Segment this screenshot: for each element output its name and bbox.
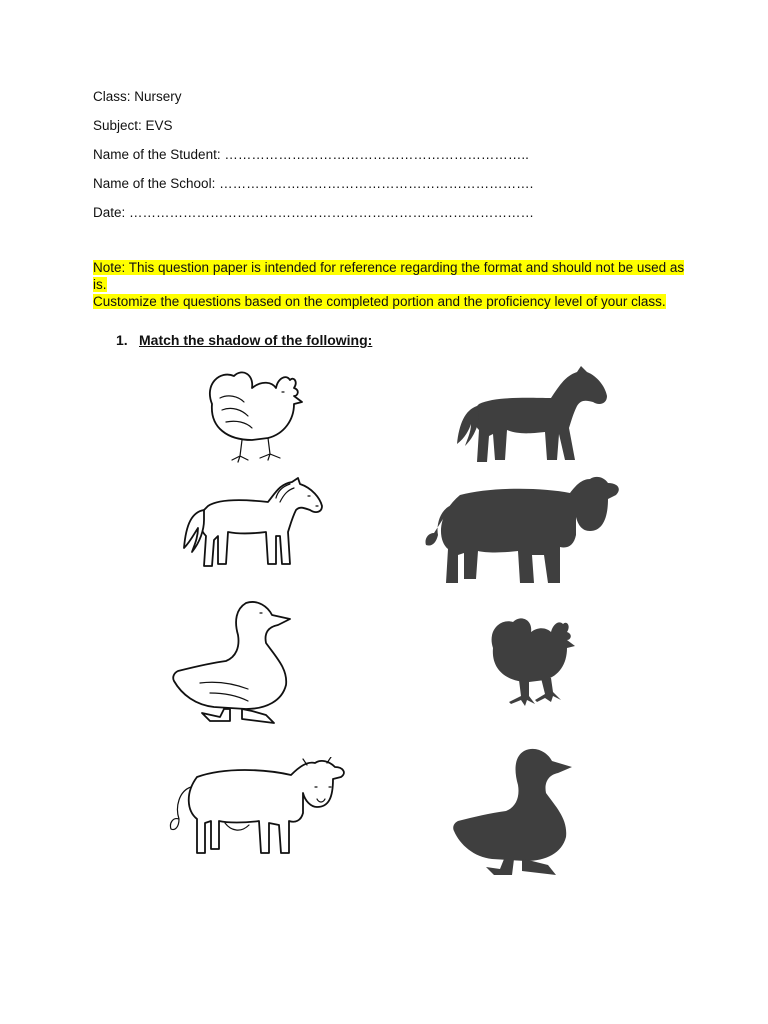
horse-outline-image — [180, 476, 325, 571]
class-line: Class: Nursery — [93, 89, 182, 104]
hen-shadow-image — [483, 612, 578, 710]
cow-shadow-image — [420, 475, 625, 587]
duck-shadow-image — [452, 745, 577, 877]
note-block — [93, 259, 693, 310]
date-line: Date: ……………………………………………………………………………… — [93, 205, 535, 220]
horse-shadow-image — [455, 364, 610, 466]
note-line-1: Note: This question paper is intended for reference regarding the format and should not be used as is. — [93, 260, 685, 292]
subject-line: Subject: EVS — [93, 118, 173, 133]
question-text: Match the shadow of the following: — [139, 332, 373, 348]
duck-outline-image — [170, 597, 295, 727]
cow-outline-image — [165, 757, 350, 862]
hen-outline-image — [198, 364, 308, 466]
school-name-line: Name of the School: ……………………………………………………………. — [93, 176, 534, 191]
student-name-line: Name of the Student: ………………………………………………………….. — [93, 147, 529, 162]
question-1 — [116, 332, 372, 348]
note-line-2: Customize the questions based on the completed portion and the proficiency level of your class. — [93, 294, 666, 309]
question-number: 1. — [116, 332, 128, 348]
